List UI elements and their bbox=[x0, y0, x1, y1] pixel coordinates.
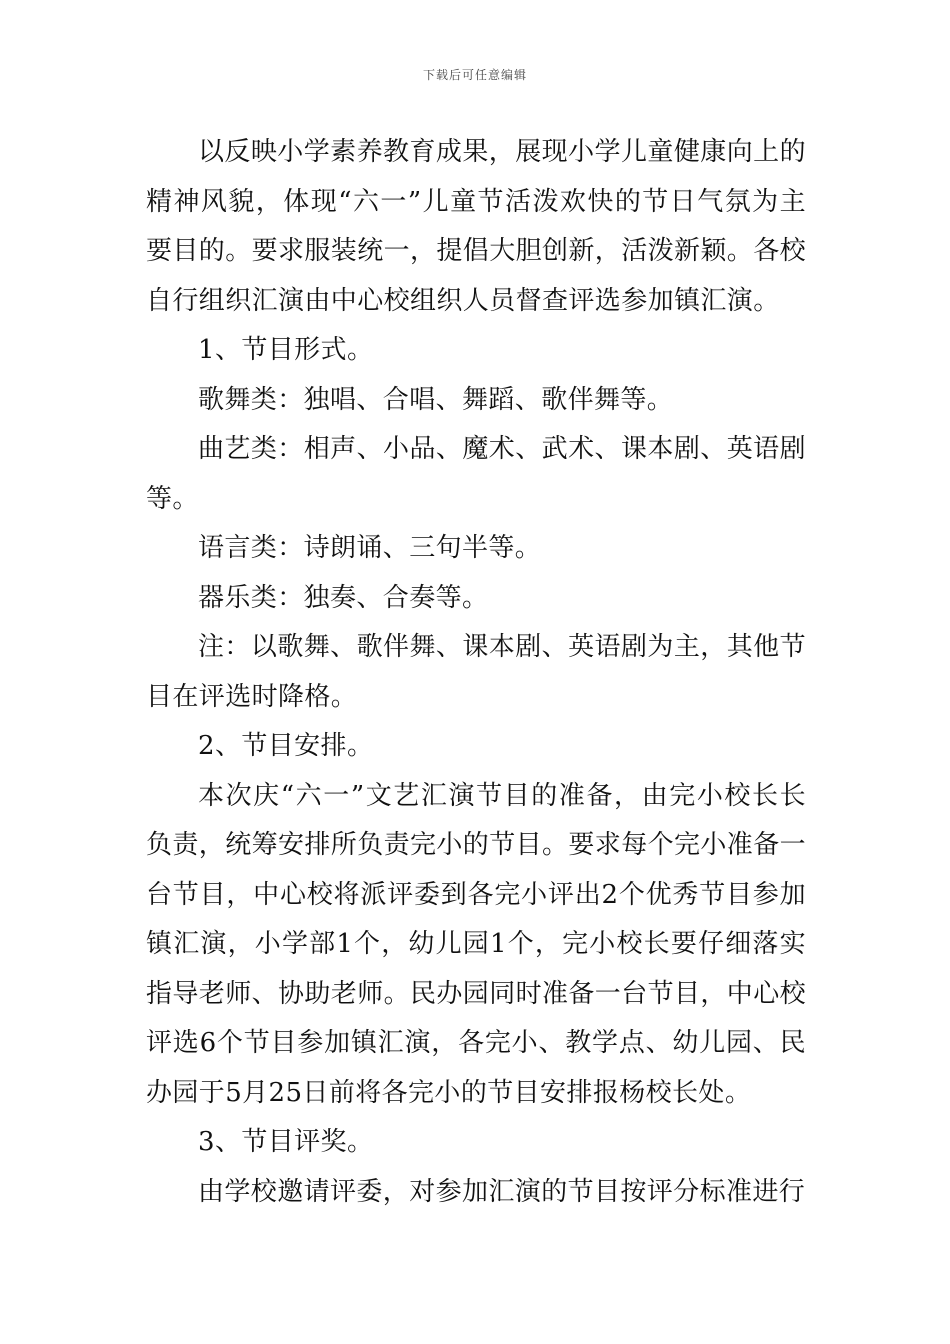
paragraph-intro: 以反映小学素养教育成果，展现小学儿童健康向上的精神风貌，体现“六一”儿童节活泼欢快的节日气氛为主要目的。要求服装统一，提倡大胆创新，活泼新颖。各校自行组织汇演由中心校组织人员督查评选参加镇汇演。 bbox=[146, 137, 807, 316]
paragraph-judging: 由学校邀请评委，对参加汇演的节目按评分标准进行 bbox=[198, 1176, 806, 1207]
document-body bbox=[146, 128, 806, 1217]
header-note: 下载后可任意编辑 bbox=[422, 68, 527, 82]
paragraph-arrangement: 本次庆“六一”文艺汇演节目的准备，由完小校长长负责，统筹安排所负责完小的节目。要求每个完小准备一台节目，中心校将派评委到各完小评出2个优秀节目参加镇汇演，小学部1个，幼儿园1个，完小校长要仔细落实指导老师、协助老师。民办园同时准备一台节目，中心校评选6个节目参加镇汇演，各完小、教学点、幼儿园、民办园于5月25日前将各完小的节目安排报杨校长处。 bbox=[146, 780, 807, 1108]
section-heading-3: 3、节目评奖。 bbox=[198, 1127, 374, 1157]
section-heading-2: 2、节目安排。 bbox=[198, 731, 374, 761]
paragraph-song-dance: 歌舞类：独唱、合唱、舞蹈、歌伴舞等。 bbox=[198, 384, 674, 415]
paragraph-note: 注：以歌舞、歌伴舞、课本剧、英语剧为主，其他节目在评选时降格。 bbox=[146, 632, 806, 712]
section-heading-1: 1、节目形式。 bbox=[198, 335, 374, 365]
paragraph-instrumental: 器乐类：独奏、合奏等。 bbox=[198, 582, 489, 613]
paragraph-language: 语言类：诗朗诵、三句半等。 bbox=[198, 533, 542, 563]
paragraph-quyi: 曲艺类：相声、小品、魔术、武术、课本剧、英语剧等。 bbox=[146, 434, 806, 514]
